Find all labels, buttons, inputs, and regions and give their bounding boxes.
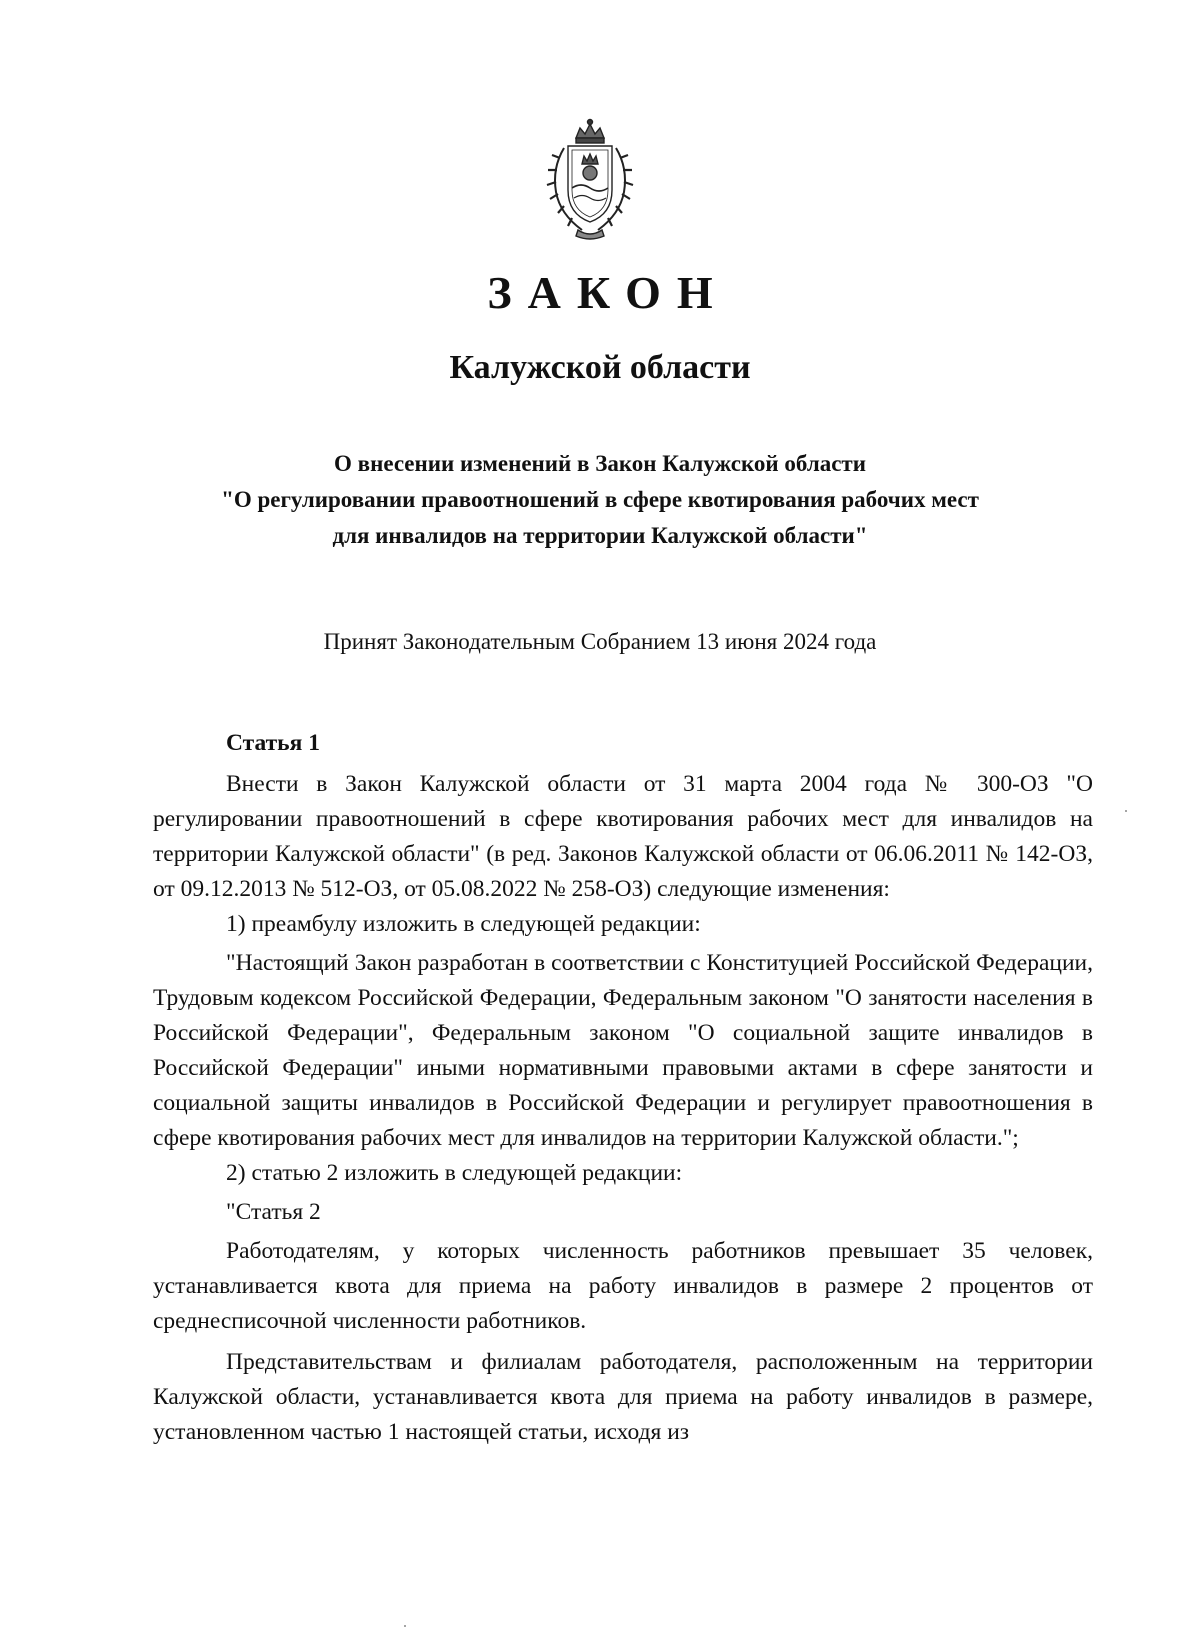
article-title: Статья 1 <box>226 730 320 756</box>
article-paragraph: Внести в Закон Калужской области от 31 марта 2004 года № 300-ОЗ "О регулировании правоотношений в сфере квотирования рабочих мест для инвалидов на территории Калужской области" (в ред. Законов Калужской области от 06.06.2011 № 142-ОЗ, от 09.12.2013 № 512-ОЗ, от 05.08.2022 № 258-ОЗ) следующие изменения: <box>153 771 1093 902</box>
law-title: ЗАКОН <box>487 267 729 318</box>
heading-line-2: "О регулировании правоотношений в сфере квотирования рабочих мест <box>221 487 979 512</box>
article-paragraph: Представительствам и филиалам работодателя, расположенным на территории Калужской области, устанавливается квота для приема на работу инвалидов в размере, установленном частью 1 настоящей статьи, исходя из <box>153 1349 1093 1445</box>
scan-artifact <box>1125 810 1127 812</box>
region-subtitle: Калужской области <box>449 349 751 386</box>
article-paragraph: 2) статью 2 изложить в следующей редакции: <box>226 1160 683 1186</box>
article-paragraph: "Статья 2 <box>226 1199 321 1225</box>
coat-of-arms-icon <box>538 118 642 242</box>
document-heading <box>0 446 1200 554</box>
article-paragraph: "Настоящий Закон разработан в соответствии с Конституцией Российской Федерации, Трудовым кодексом Российской Федерации, Федеральным законом "О занятости населения в Российской Федерации", Федеральным законом "О социальной защите инвалидов в Российской Федерации" иными нормативными правовыми актами в сфере занятости и социальной защиты инвалидов в Российской Федерации и регулирует правоотношения в сфере квотирования рабочих мест для инвалидов на территории Калужской области."; <box>153 950 1093 1151</box>
scan-artifact <box>404 1625 406 1627</box>
heading-line-1: О внесении изменений в Закон Калужской области <box>334 451 866 476</box>
article-1 <box>153 726 1093 1450</box>
article-paragraph: 1) преамбулу изложить в следующей редакции: <box>226 911 701 937</box>
heading-line-3: для инвалидов на территории Калужской области" <box>332 523 868 548</box>
article-paragraph: Работодателям, у которых численность работников превышает 35 человек, устанавливается квота для приема на работу инвалидов в размере 2 процентов от среднесписочной численности работников. <box>153 1238 1093 1334</box>
adoption-line: Принят Законодательным Собранием 13 июня 2024 года <box>323 629 877 654</box>
